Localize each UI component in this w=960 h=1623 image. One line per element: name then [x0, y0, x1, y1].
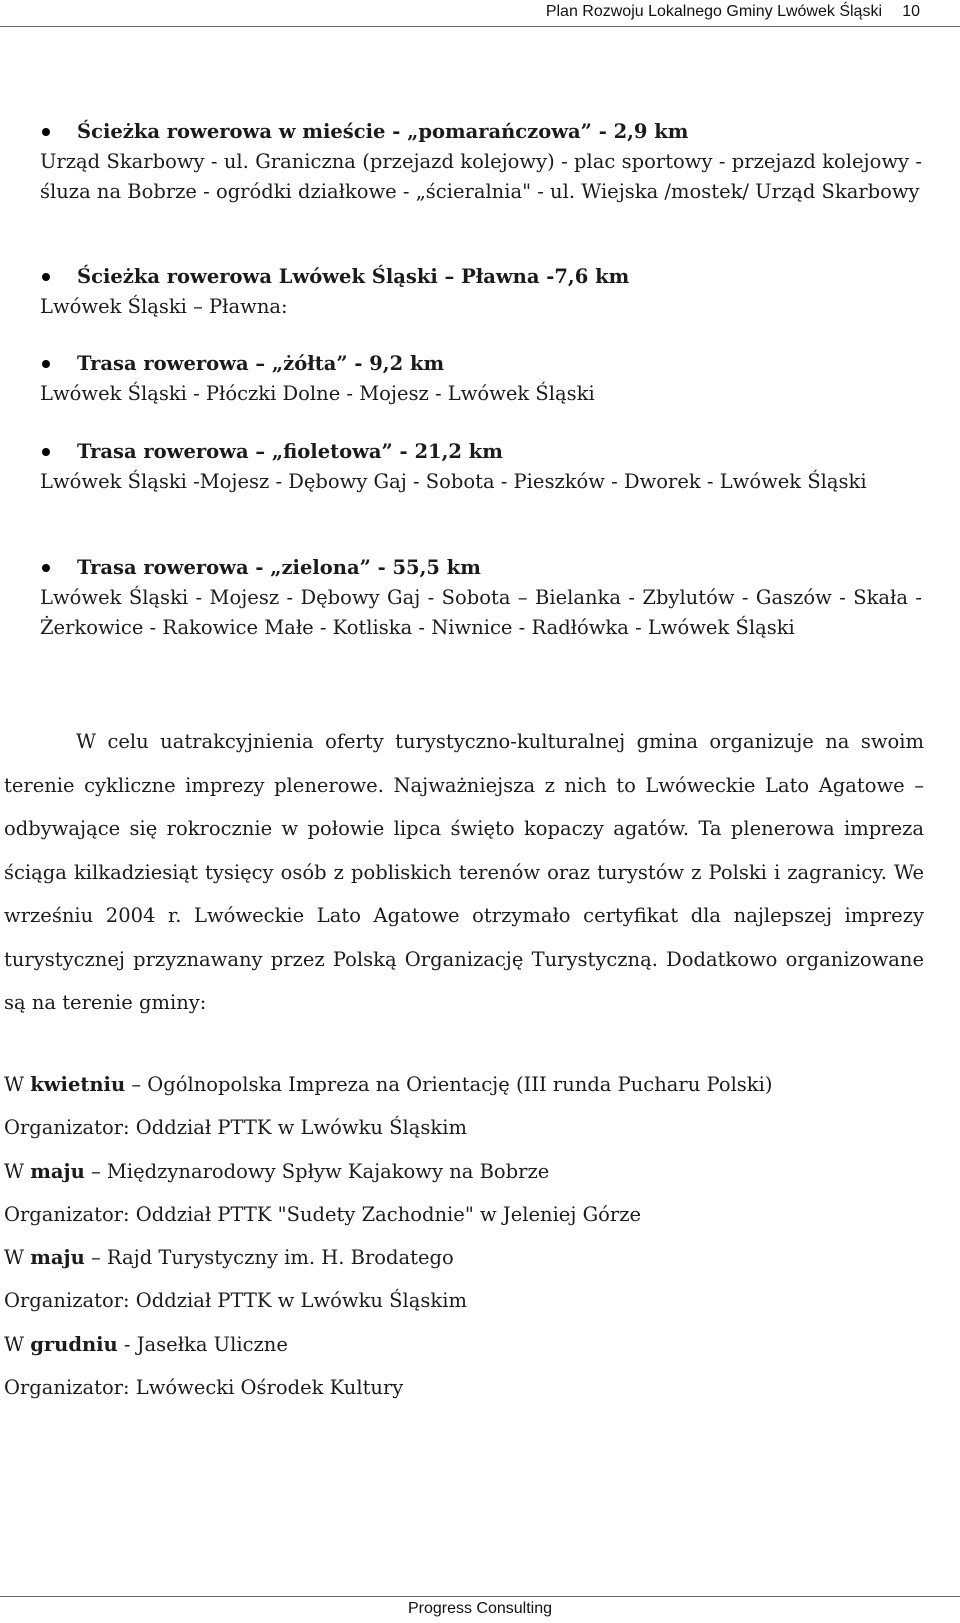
- route-plawna: [40, 262, 922, 322]
- event-organizer: Organizator: Oddział PTTK w Lwówku Śląskim: [4, 1116, 467, 1140]
- event-month: grudniu: [30, 1332, 118, 1356]
- route-description: Lwówek Śląski - Mojesz - Dębowy Gaj - Sobota – Bielanka - Zbylutów - Gaszów - Skała - Żerkowice - Rakowice Małe - Kotliska - Niwnice - Radłówka - Lwówek Śląski: [40, 586, 922, 639]
- event-item: [4, 1150, 924, 1193]
- event-item: [4, 1323, 924, 1366]
- route-title: Ścieżka rowerowa w mieście - „pomarańczowa” - 2,9 km: [40, 117, 922, 147]
- route-title: Trasa rowerowa – „żółta” - 9,2 km: [40, 349, 922, 379]
- document-title: Plan Rozwoju Lokalnego Gminy Lwówek Śląski: [545, 3, 882, 20]
- events-intro-paragraph: W celu uatrakcyjnienia oferty turystyczno-kulturalnej gmina organizuje na swoim terenie cykliczne imprezy plenerowe. Najważniejsza z nich to Lwóweckie Lato Agatowe – odbywające się rokrocznie w połowie lipca święto kopaczy agatów. Ta plenerowa impreza ściąga kilkadziesiąt tysięcy osób z pobliskich terenów oraz turystów z Polski i zagranicy. We wrześniu 2004 r. Lwóweckie Lato Agatowe otrzymało certyfikat dla najlepszej imprezy turystycznej przyznawany przez Polską Organizację Turystyczną. Dodatkowo organizowane są na terenie gminy:: [4, 730, 924, 1014]
- event-name: – Międzynarodowy Spływ Kajakowy na Bobrze: [84, 1159, 550, 1183]
- event-month: kwietniu: [30, 1073, 126, 1096]
- route-yellow: [40, 349, 922, 409]
- events-list: [4, 1063, 924, 1409]
- route-description: Lwówek Śląski - Płóczki Dolne - Mojesz - Lwówek Śląski: [40, 382, 595, 405]
- event-organizer: Organizator: Oddział PTTK "Sudety Zachodnie" w Jeleniej Górze: [4, 1202, 642, 1226]
- event-month: maju: [30, 1159, 85, 1183]
- route-title: Ścieżka rowerowa Lwówek Śląski – Pławna -7,6 km: [40, 262, 922, 292]
- event-organizer: Organizator: Lwówecki Ośrodek Kultury: [4, 1376, 404, 1400]
- event-organizer: Organizator: Oddział PTTK w Lwówku Śląskim: [4, 1289, 467, 1313]
- page-number: 10: [902, 3, 920, 20]
- route-violet: [40, 437, 922, 497]
- footer-text: Progress Consulting: [407, 1600, 553, 1617]
- route-description: Lwówek Śląski -Mojesz - Dębowy Gaj - Sobota - Pieszków - Dworek - Lwówek Śląski: [40, 470, 867, 493]
- page-footer: [0, 1596, 960, 1623]
- event-prefix: W: [4, 1073, 31, 1096]
- event-prefix: W: [4, 1159, 31, 1183]
- event-prefix: W: [4, 1246, 31, 1270]
- event-item: [4, 1063, 924, 1106]
- route-title: Trasa rowerowa - „zielona” - 55,5 km: [40, 553, 922, 583]
- event-name: - Jasełka Uliczne: [117, 1332, 288, 1356]
- events-intro: [4, 720, 924, 1025]
- page-header: [0, 0, 960, 27]
- route-description: Lwówek Śląski – Pławna:: [40, 295, 288, 318]
- event-name: – Ogólnopolska Impreza na Orientację (III runda Pucharu Polski): [125, 1073, 773, 1096]
- route-green: [40, 553, 922, 643]
- event-prefix: W: [4, 1332, 31, 1356]
- route-description: Urząd Skarbowy - ul. Graniczna (przejazd kolejowy) - plac sportowy - przejazd kolejowy - śluza na Bobrze - ogródki działkowe - „ścieralnia" - ul. Wiejska /mostek/ Urząd Skarbowy: [40, 150, 922, 203]
- route-orange: [40, 117, 922, 207]
- event-month: maju: [30, 1246, 85, 1270]
- route-title: Trasa rowerowa – „fioletowa” - 21,2 km: [40, 437, 922, 467]
- event-name: – Rajd Turystyczny im. H. Brodatego: [84, 1246, 454, 1270]
- event-item: [4, 1236, 924, 1279]
